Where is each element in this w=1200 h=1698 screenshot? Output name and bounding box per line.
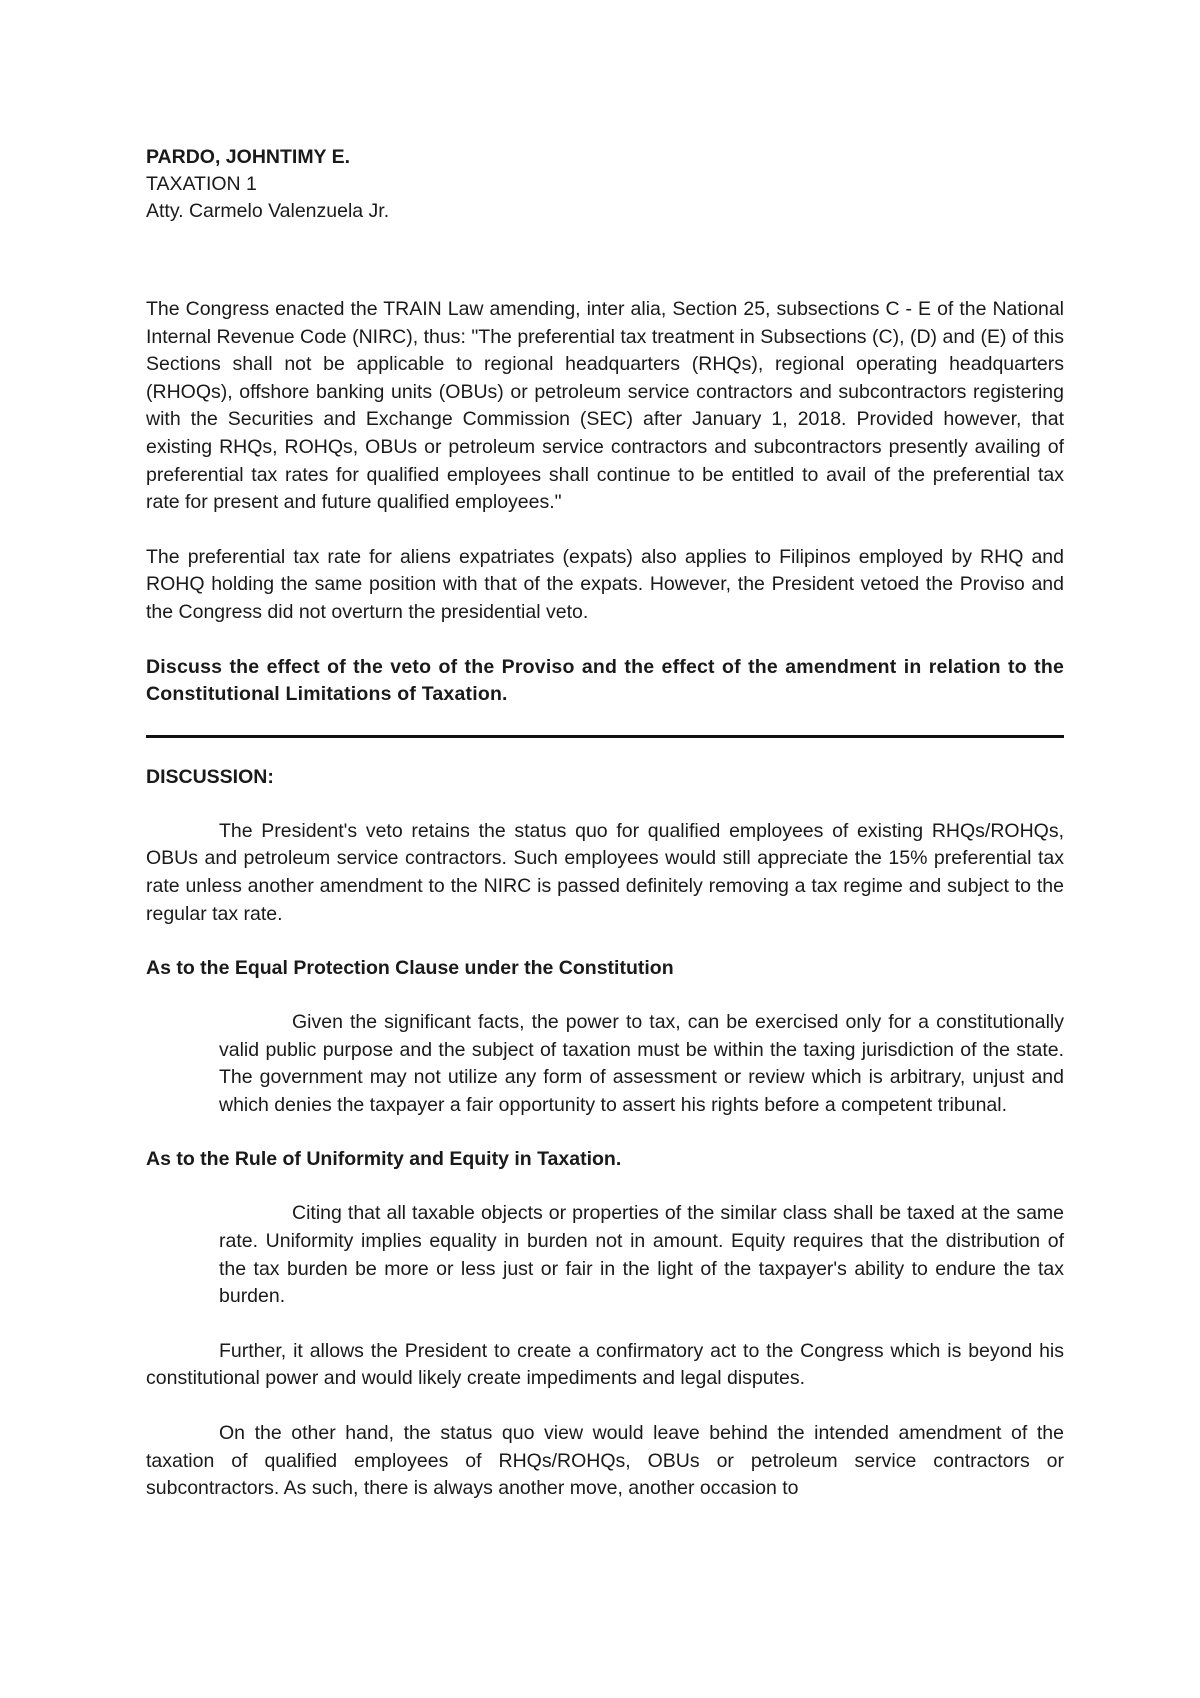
intro-paragraph-2: The preferential tax rate for aliens expatriates (expats) also applies to Filipinos employed by RHQ and ROHQ holding the same position with that of the expats. However, the President vetoed the Proviso and the Congress did not overturn the presidential veto. <box>146 545 1064 623</box>
section-divider <box>146 735 1064 738</box>
equal-protection-block <box>219 1009 1064 1119</box>
equal-protection-text: Given the significant facts, the power to tax, can be exercised only for a constitutionally valid public purpose and the subject of taxation must be within the taxing jurisdiction of the state. The government may not utilize any form of assessment or review which is arbitrary, unjust and which denies the taxpayer a fair opportunity to assert his rights before a competent tribunal. <box>219 1011 1064 1116</box>
uniformity-text: Citing that all taxable objects or properties of the similar class shall be taxed at the same rate. Uniformity implies equality in burden not in amount. Equity requires that the distribution of the tax burden be more or less just or fair in the light of the taxpayer's ability to endure the tax burden. <box>219 1202 1064 1308</box>
uniformity-heading: As to the Rule of Uniformity and Equity in Taxation. <box>146 1148 622 1171</box>
other-hand-paragraph: On the other hand, the status quo view would leave behind the intended amendment of the taxation of qualified employees of RHQs/ROHQs, OBUs or petroleum service contractors or subcontractors. As such, there is always another move, another occasion to <box>146 1422 1064 1500</box>
further-paragraph: Further, it allows the President to create a confirmatory act to the Congress which is beyond his constitutional power and would likely create impediments and legal disputes. <box>146 1339 1064 1390</box>
instructor-name: Atty. Carmelo Valenzuela Jr. <box>146 200 390 222</box>
course-title: TAXATION 1 <box>146 173 257 195</box>
uniformity-block <box>219 1200 1064 1310</box>
document-page <box>146 144 1064 1503</box>
author-name: PARDO, JOHNTIMY E. <box>146 146 351 168</box>
equal-protection-heading: As to the Equal Protection Clause under the Constitution <box>146 957 674 980</box>
discussion-label: DISCUSSION: <box>146 765 274 788</box>
intro-paragraph-1: The Congress enacted the TRAIN Law amending, inter alia, Section 25, subsections C - E of the National Internal Revenue Code (NIRC), thus: "The preferential tax treatment in Subsections (C), (D) and (E) of this Sections shall not be applicable to regional headquarters (RHQs), regional operating headquarters (RHOQs), offshore banking units (OBUs) or petroleum service contractors and subcontractors registering with the Securities and Exchange Commission (SEC) after January 1, 2018. Provided however, that existing RHQs, ROHQs, OBUs or petroleum service contractors and subcontractors presently availing of preferential tax rates for qualified employees shall continue to be entitled to avail of the preferential tax rate for present and future qualified employees." <box>146 298 1064 514</box>
question-prompt: Discuss the effect of the veto of the Proviso and the effect of the amendment in relation to the Constitutional Limitations of Taxation. <box>146 655 1064 706</box>
discussion-paragraph-1: The President's veto retains the status quo for qualified employees of existing RHQs/ROHQs, OBUs and petroleum service contractors. Such employees would still appreciate the 15% preferential tax rate unless another amendment to the NIRC is passed definitely removing a tax regime and subject to the regular tax rate. <box>146 819 1064 925</box>
